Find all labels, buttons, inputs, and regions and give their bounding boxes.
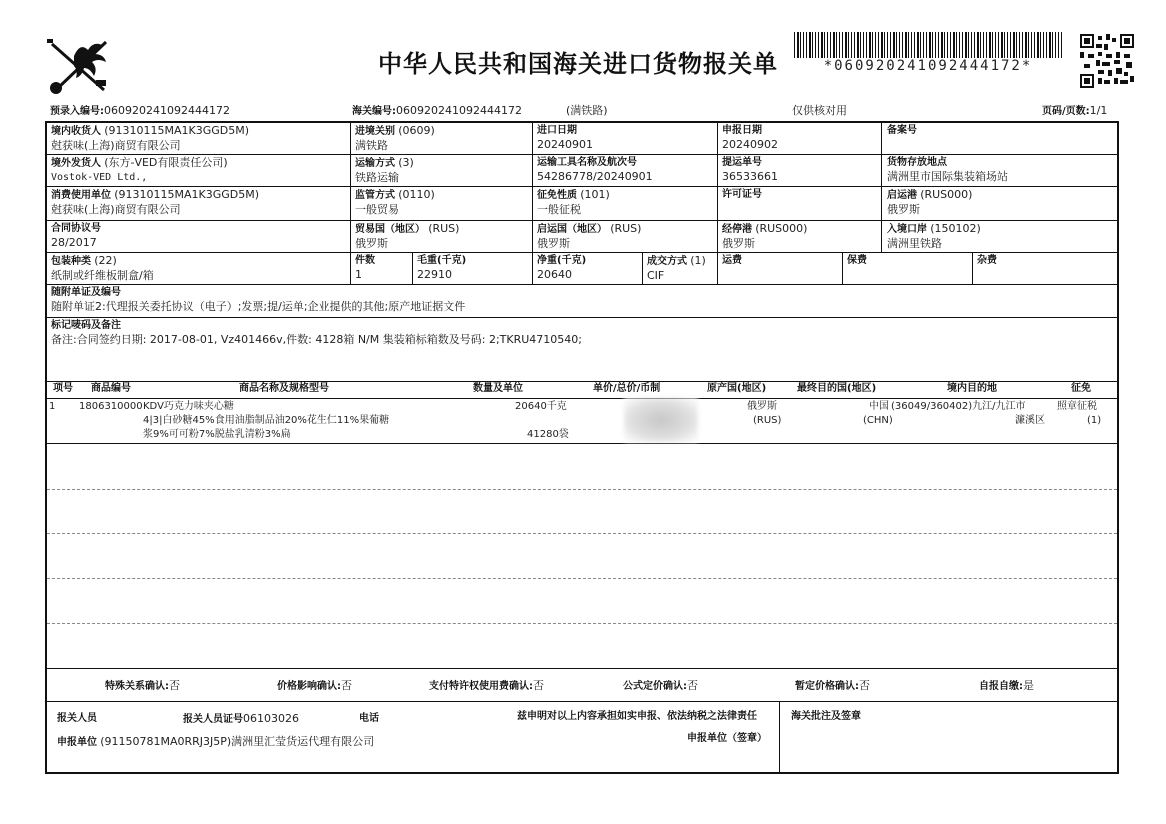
cell-consignee: 境内收货人 (91310115MA1K3GGD5M) 尅获味(上海)商贸有限公司 — [51, 124, 249, 152]
row-divider — [47, 284, 1117, 285]
cell-pieces: 件数 1 — [355, 255, 375, 281]
goods-col-dest: 最终目的国(地区) — [797, 383, 877, 394]
row-divider — [47, 154, 1117, 155]
cell-insurance: 保费 — [847, 255, 867, 266]
cell-transport-mode: 运输方式 (3) 铁路运输 — [355, 156, 414, 184]
qr-code — [1080, 34, 1134, 88]
cell-via-port: 经停港 (RUS000) 俄罗斯 — [722, 222, 808, 250]
cell-declare-date: 申报日期 20240902 — [722, 125, 778, 151]
for-checking-note: 仅供核对用 — [792, 104, 847, 117]
cell-misc-fee: 杂费 — [977, 255, 997, 266]
goods-col-levy: 征免 — [1071, 383, 1091, 394]
cell-attached-docs: 随附单证及编号 随附单证2:代理报关委托协议（电子）;发票;提/运单;企业提供的其他;原产地证据文件 — [51, 287, 466, 313]
declaring-unit: 申报单位 (91150781MA0RRJ3J5P)满洲里汇莹货运代理有限公司 — [57, 735, 375, 748]
goods-col-item: 项号 — [53, 383, 73, 394]
cell-contract: 合同协议号 28/2017 — [51, 223, 101, 249]
cell-entry-port: 入境口岸 (150102) 满洲里铁路 — [887, 222, 981, 250]
goods-col-qty: 数量及单位 — [473, 383, 523, 394]
declarer-cert: 报关人员证号06103026 — [183, 712, 299, 725]
provisional-price-confirm: 暂定价格确认:否 — [795, 679, 870, 692]
cell-net-weight: 净重(千克) 20640 — [537, 255, 587, 281]
empty-goods-row — [47, 489, 1117, 490]
cell-trade-terms: 成交方式 (1) CIF — [647, 254, 706, 282]
cell-origin-country: 启运国（地区） (RUS) 俄罗斯 — [537, 222, 642, 250]
phone-label: 电话 — [359, 713, 379, 724]
blurred-price — [624, 398, 698, 442]
special-relation-confirm: 特殊关系确认:否 — [105, 679, 180, 692]
goods-header-divider — [47, 398, 1117, 399]
page-number: 页码/页数:1/1 — [1042, 104, 1108, 117]
empty-goods-row — [47, 623, 1117, 624]
cell-marks-remarks: 标记唛码及备注 备注:合同签约日期: 2017-08-01, Vz401466v,件数: 4128箱 N/M 集装箱标箱数及号码: 2;TKRU4710540; — [51, 320, 582, 346]
declaration-form: 境内收货人 (91310115MA1K3GGD5M) 尅获味(上海)商贸有限公司 进境关别 (0609) 满铁路 进口日期 20240901 申报日期 20240902 备案号 境外发货人 (东方-VED有限责任公司) Vostok-VED Ltd., 运输方式 (3) 铁路运输 运输工具名称及航次号 54286778/20240901 提运单号 36533661 货物存放地点 满洲里市国际集装箱场站 消费使用单位 (91310115MA1K3GGD5M) 尅获味(上海)商贸有限公司 监管方式 (0110) 一般贸易 征免性质 (101) 一般征税 许可证号 启运港 (RUS000) 俄罗斯 合同协议号 28/2017 贸易国（地区） (RUS) 俄罗斯 启运国（地区） (RUS) 俄罗斯 经停港 (RUS000) 俄罗斯 入境口岸 (150102) 满洲里铁路 包装种类 (22) 纸制或纤维板制盒/箱 件数 1 毛重(千克) 22910 净重(千克) 20640 成交方式 (1) CIF 运费 保费 杂费 随附单证及编号 随附单证2:代理报关委托协议（电子）;发票;提/运单;企业提供的其他;原产地证据文件 标记唛码及备注 备注:合同签约日期: 2017-08-01, Vz401466v,件数: 4128箱 N/M 集装箱标箱数及号码: 2;TKRU4710540; 项号 商品编号 商品名称及规格型号 数量及单位 单价/总价/币制 原产国(地区) 最终目的国(地区) 境内目的地 征免 1 1806310000 KDV巧克力味夹心糖 4|3|白砂糖45%食用油脂制品油20%花生仁11%果葡糖 浆9%可可粉7%脱盐乳清粉3%扁 20640千克 41280袋 俄罗斯 (RUS) 中国 (CHN) (36049/360402)九江/九江市 濂溪区 照章征税 (1) 特殊关系确认:否 价格影响确认:否 支付特许权使用费确认:否 公式定价确认:否 暂定价格确认:否 自报自缴:是 报关人员 报关人员证号06103026 电话 兹申明对以上内容承担如实申报、依法纳税之法律责任 申报单位 (91150781MA0RRJ3J5P)满洲里汇莹货运代理有限公司 申报单位（签章） 海关批注及签章 — [45, 121, 1119, 774]
price-impact-confirm: 价格影响确认:否 — [277, 679, 352, 692]
cell-levy-nature: 征免性质 (101) 一般征税 — [537, 188, 610, 216]
row-divider — [47, 701, 1117, 702]
declaring-unit-seal: 申报单位（签章） — [687, 733, 767, 744]
cell-storage-place: 货物存放地点 满洲里市国际集装箱场站 — [887, 157, 1008, 183]
row-divider — [47, 317, 1117, 318]
cell-trade-country: 贸易国（地区） (RUS) 俄罗斯 — [355, 222, 460, 250]
declarer-label: 报关人员 — [57, 713, 97, 724]
empty-goods-row — [47, 578, 1117, 579]
barcode-text: *060920241092444172* — [823, 58, 1033, 74]
page-title: 中华人民共和国海关进口货物报关单 — [378, 50, 778, 78]
cell-consumer: 消费使用单位 (91310115MA1K3GGD5M) 尅获味(上海)商贸有限公司 — [51, 188, 259, 216]
customs-place: (满铁路) — [566, 104, 608, 117]
goods-col-domestic: 境内目的地 — [947, 383, 997, 394]
cell-bill-number: 提运单号 36533661 — [722, 157, 778, 183]
row-divider — [47, 186, 1117, 187]
legal-statement: 兹申明对以上内容承担如实申报、依法纳税之法律责任 — [517, 711, 757, 722]
cell-package-type: 包装种类 (22) 纸制或纤维板制盒/箱 — [51, 254, 154, 282]
goods-col-origin: 原产国(地区) — [707, 383, 767, 394]
cell-gross-weight: 毛重(千克) 22910 — [417, 255, 467, 281]
row-divider — [47, 220, 1117, 221]
cell-license: 许可证号 — [722, 189, 762, 200]
pre-entry-number: 预录入编号:060920241092444172 — [50, 104, 230, 117]
cell-consignor: 境外发货人 (东方-VED有限责任公司) Vostok-VED Ltd., — [51, 156, 228, 183]
customs-emblem-logo — [44, 36, 114, 96]
royalty-confirm: 支付特许权使用费确认:否 — [429, 679, 544, 692]
cell-import-date: 进口日期 20240901 — [537, 125, 593, 151]
goods-col-price: 单价/总价/币制 — [593, 383, 661, 394]
cell-freight: 运费 — [722, 255, 742, 266]
formula-price-confirm: 公式定价确认:否 — [623, 679, 698, 692]
self-declare-confirm: 自报自缴:是 — [979, 679, 1034, 692]
row-divider — [47, 668, 1117, 669]
cell-departure-port: 启运港 (RUS000) 俄罗斯 — [887, 188, 973, 216]
cell-record-number: 备案号 — [887, 125, 917, 136]
row-divider — [47, 252, 1117, 253]
customs-number: 海关编号:060920241092444172 — [352, 104, 522, 117]
empty-goods-row — [47, 533, 1117, 534]
goods-col-name: 商品名称及规格型号 — [239, 383, 329, 394]
goods-row-divider — [47, 443, 1117, 444]
cell-entry-customs: 进境关别 (0609) 满铁路 — [355, 124, 435, 152]
cell-supervision: 监管方式 (0110) 一般贸易 — [355, 188, 435, 216]
barcode — [794, 32, 1062, 58]
goods-col-code: 商品编号 — [91, 383, 131, 394]
customs-sign-label: 海关批注及签章 — [791, 711, 861, 722]
cell-vehicle: 运输工具名称及航次号 54286778/20240901 — [537, 157, 653, 183]
